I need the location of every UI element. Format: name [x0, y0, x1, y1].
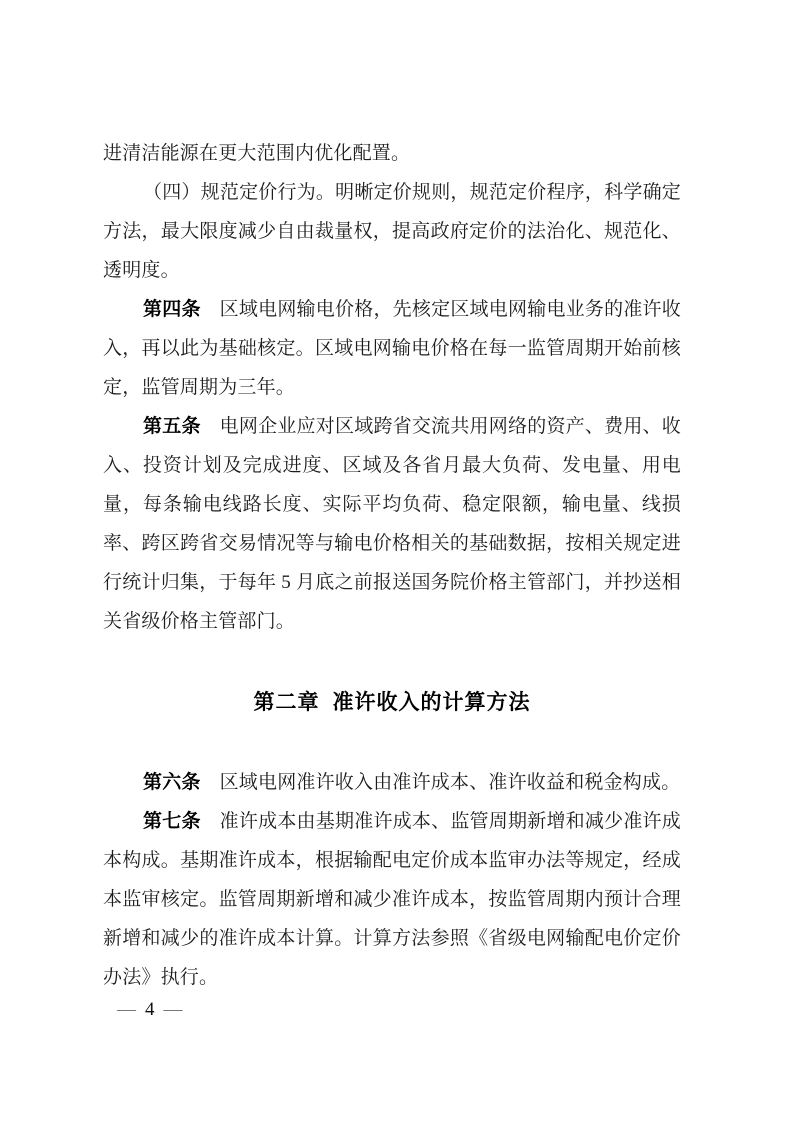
article-5-number: 第五条	[143, 416, 201, 437]
article-6-number: 第六条	[143, 772, 201, 793]
article-5-paragraph	[103, 407, 681, 641]
page-number-value: 4	[145, 999, 155, 1020]
page-number	[117, 999, 183, 1021]
article-4-paragraph	[103, 290, 681, 407]
article-5-text: 电网企业应对区域跨省交流共用网络的资产、费用、收入、投资计划及完成进度、区域及各省月最大负荷、发电量、用电量，每条输电线路长度、实际平均负荷、稳定限额，输电量、线损率、跨区跨省交易情况等与输电价格相关的基础数据，按相关规定进行统计归集，于每年 5 月底之前报送国务院价格主管部门，并抄送相关省级价格主管部门。	[103, 416, 681, 632]
paragraph-text: （四）规范定价行为。明晰定价规则，规范定价程序，科学确定方法，最大限度减少自由裁量权，提高政府定价的法治化、规范化、透明度。	[103, 182, 681, 281]
chapter-title: 准许收入的计算方法	[332, 691, 531, 714]
paragraph-item-four	[103, 173, 681, 290]
paragraph-continuation	[103, 134, 681, 173]
paragraph-text: 进清洁能源在更大范围内优化配置。	[103, 143, 411, 164]
chapter-number: 第二章	[253, 691, 320, 714]
article-6-paragraph	[103, 763, 681, 802]
article-4-text: 区域电网输电价格，先核定区域电网输电业务的准许收入，再以此为基础核定。区域电网输电价格在每一监管周期开始前核定，监管周期为三年。	[103, 299, 681, 398]
article-7-number: 第七条	[143, 811, 201, 832]
chapter-heading	[103, 683, 681, 722]
article-7-text: 准许成本由基期准许成本、监管周期新增和减少准许成本构成。基期准许成本，根据输配电定价成本监审办法等规定，经成本监审核定。监管周期新增和减少准许成本，按监管周期内预计合理新增和减少的准许成本计算。计算方法参照《省级电网输配电价定价办法》执行。	[103, 811, 681, 988]
article-7-paragraph	[103, 802, 681, 997]
article-4-number: 第四条	[143, 299, 201, 320]
page-number-right-dash: —	[163, 999, 183, 1020]
article-6-text: 区域电网准许收入由准许成本、准许收益和税金构成。	[219, 772, 681, 793]
page-number-left-dash: —	[117, 999, 136, 1020]
document-body	[103, 134, 681, 997]
